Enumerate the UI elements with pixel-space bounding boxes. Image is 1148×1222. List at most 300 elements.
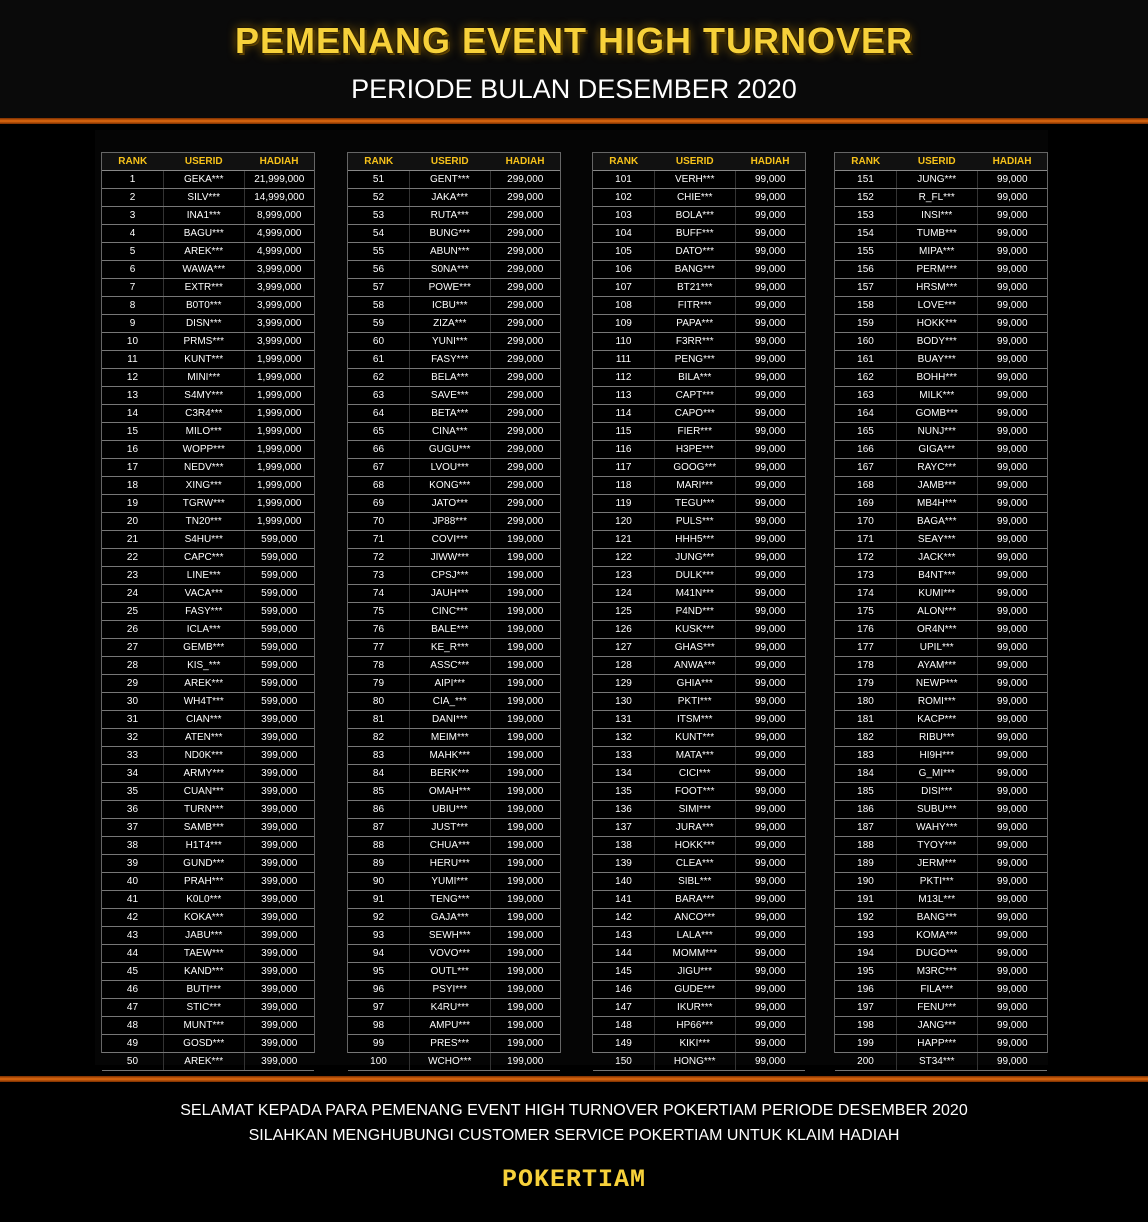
prize-cell: 99,000 [977, 765, 1047, 783]
prize-cell: 99,000 [735, 333, 805, 351]
rank-cell: 57 [348, 279, 409, 297]
prize-cell: 99,000 [735, 405, 805, 423]
prize-cell: 99,000 [977, 279, 1047, 297]
userid-cell: EXTR*** [163, 279, 244, 297]
prize-cell: 1,999,000 [244, 495, 314, 513]
prize-cell: 99,000 [735, 513, 805, 531]
table-row [348, 549, 560, 567]
rank-cell: 108 [593, 297, 654, 315]
prize-cell: 99,000 [735, 963, 805, 981]
rank-cell: 27 [102, 639, 163, 657]
rank-cell: 16 [102, 441, 163, 459]
prize-cell: 99,000 [977, 405, 1047, 423]
table-row [348, 801, 560, 819]
table-row [348, 261, 560, 279]
prize-cell: 299,000 [490, 405, 560, 423]
table-row [593, 981, 805, 999]
userid-cell: TYOY*** [896, 837, 977, 855]
userid-cell: CINC*** [409, 603, 490, 621]
userid-cell: KUMI*** [896, 585, 977, 603]
table-row [348, 423, 560, 441]
table-row [102, 279, 314, 297]
userid-cell: HI9H*** [896, 747, 977, 765]
table-row [348, 315, 560, 333]
prize-cell: 99,000 [735, 927, 805, 945]
prize-cell: 399,000 [244, 783, 314, 801]
prize-cell: 99,000 [735, 351, 805, 369]
rank-cell: 88 [348, 837, 409, 855]
prize-cell: 599,000 [244, 603, 314, 621]
rank-cell: 133 [593, 747, 654, 765]
userid-cell: FOOT*** [654, 783, 735, 801]
prize-cell: 199,000 [490, 621, 560, 639]
table-row [348, 621, 560, 639]
userid-cell: HOKK*** [896, 315, 977, 333]
prize-cell: 99,000 [735, 783, 805, 801]
prize-cell: 199,000 [490, 639, 560, 657]
prize-cell: 199,000 [490, 549, 560, 567]
prize-cell: 99,000 [735, 441, 805, 459]
userid-cell: ANCO*** [654, 909, 735, 927]
prize-cell: 299,000 [490, 279, 560, 297]
prize-cell: 99,000 [735, 693, 805, 711]
userid-cell: WOPP*** [163, 441, 244, 459]
rank-cell: 128 [593, 657, 654, 675]
prize-cell: 99,000 [735, 657, 805, 675]
prize-cell: 599,000 [244, 675, 314, 693]
rank-cell: 175 [835, 603, 896, 621]
userid-cell: LALA*** [654, 927, 735, 945]
rank-cell: 8 [102, 297, 163, 315]
userid-cell: GOSD*** [163, 1035, 244, 1053]
rank-cell: 155 [835, 243, 896, 261]
prize-cell: 99,000 [977, 837, 1047, 855]
winners-table [835, 153, 1047, 1071]
table-row [835, 783, 1047, 801]
table-row [348, 783, 560, 801]
prize-cell: 1,999,000 [244, 405, 314, 423]
rank-cell: 136 [593, 801, 654, 819]
table-row [102, 801, 314, 819]
prize-cell: 299,000 [490, 459, 560, 477]
rank-cell: 87 [348, 819, 409, 837]
userid-cell: CIAN*** [163, 711, 244, 729]
prize-cell: 99,000 [735, 639, 805, 657]
userid-cell: MIPA*** [896, 243, 977, 261]
table-row [835, 927, 1047, 945]
table-row [835, 909, 1047, 927]
rank-cell: 139 [593, 855, 654, 873]
prize-cell: 199,000 [490, 783, 560, 801]
userid-cell: OMAH*** [409, 783, 490, 801]
table-row [835, 441, 1047, 459]
prize-cell: 299,000 [490, 225, 560, 243]
table-row [835, 873, 1047, 891]
userid-cell: MOMM*** [654, 945, 735, 963]
rank-cell: 161 [835, 351, 896, 369]
table-row [835, 693, 1047, 711]
table-row [348, 1035, 560, 1053]
rank-cell: 82 [348, 729, 409, 747]
rank-cell: 42 [102, 909, 163, 927]
userid-cell: M41N*** [654, 585, 735, 603]
table-row [593, 225, 805, 243]
prize-cell: 99,000 [977, 369, 1047, 387]
prize-cell: 399,000 [244, 981, 314, 999]
rank-cell: 111 [593, 351, 654, 369]
userid-cell: TENG*** [409, 891, 490, 909]
userid-cell: WAWA*** [163, 261, 244, 279]
userid-cell: PERM*** [896, 261, 977, 279]
prize-cell: 199,000 [490, 531, 560, 549]
prize-cell: 199,000 [490, 567, 560, 585]
rank-cell: 194 [835, 945, 896, 963]
rank-cell: 6 [102, 261, 163, 279]
userid-cell: BT21*** [654, 279, 735, 297]
prize-cell: 99,000 [977, 441, 1047, 459]
userid-cell: TGRW*** [163, 495, 244, 513]
rank-cell: 148 [593, 1017, 654, 1035]
prize-cell: 599,000 [244, 585, 314, 603]
userid-cell: PULS*** [654, 513, 735, 531]
table-row [835, 351, 1047, 369]
userid-cell: INA1*** [163, 207, 244, 225]
userid-cell: VERH*** [654, 171, 735, 189]
prize-cell: 99,000 [735, 945, 805, 963]
rank-cell: 179 [835, 675, 896, 693]
prize-cell: 99,000 [977, 639, 1047, 657]
table-row [835, 387, 1047, 405]
rank-cell: 159 [835, 315, 896, 333]
userid-cell: ANWA*** [654, 657, 735, 675]
prize-cell: 4,999,000 [244, 243, 314, 261]
rank-cell: 103 [593, 207, 654, 225]
rank-cell: 33 [102, 747, 163, 765]
rank-cell: 182 [835, 729, 896, 747]
table-row [102, 603, 314, 621]
userid-cell: KONG*** [409, 477, 490, 495]
rank-cell: 35 [102, 783, 163, 801]
userid-cell: TAEW*** [163, 945, 244, 963]
userid-cell: TN20*** [163, 513, 244, 531]
userid-cell: PENG*** [654, 351, 735, 369]
table-row [102, 945, 314, 963]
rank-cell: 40 [102, 873, 163, 891]
rank-cell: 104 [593, 225, 654, 243]
prize-cell: 99,000 [977, 873, 1047, 891]
rank-cell: 183 [835, 747, 896, 765]
prize-cell: 99,000 [977, 423, 1047, 441]
userid-cell: UBIU*** [409, 801, 490, 819]
rank-cell: 53 [348, 207, 409, 225]
rank-cell: 114 [593, 405, 654, 423]
rank-cell: 124 [593, 585, 654, 603]
prize-cell: 199,000 [490, 999, 560, 1017]
table-row [593, 405, 805, 423]
table-row [835, 567, 1047, 585]
userid-cell: MARI*** [654, 477, 735, 495]
table-row [348, 873, 560, 891]
table-row [835, 675, 1047, 693]
prize-cell: 99,000 [977, 567, 1047, 585]
table-row [835, 315, 1047, 333]
prize-cell: 99,000 [977, 891, 1047, 909]
table-row [593, 675, 805, 693]
table-header-row [593, 153, 805, 171]
table-row [102, 225, 314, 243]
userid-cell: PKTI*** [654, 693, 735, 711]
userid-cell: JUNG*** [896, 171, 977, 189]
rank-cell: 166 [835, 441, 896, 459]
table-row [102, 639, 314, 657]
table-row [593, 693, 805, 711]
rank-cell: 7 [102, 279, 163, 297]
prize-cell: 99,000 [977, 531, 1047, 549]
rank-cell: 188 [835, 837, 896, 855]
table-row [835, 891, 1047, 909]
prize-cell: 99,000 [735, 729, 805, 747]
rank-cell: 91 [348, 891, 409, 909]
rank-cell: 48 [102, 1017, 163, 1035]
userid-cell: BILA*** [654, 369, 735, 387]
userid-cell: INSI*** [896, 207, 977, 225]
userid-cell: FIER*** [654, 423, 735, 441]
prize-cell: 299,000 [490, 261, 560, 279]
table-row [102, 531, 314, 549]
rank-cell: 99 [348, 1035, 409, 1053]
userid-cell: GEMB*** [163, 639, 244, 657]
userid-cell: ALON*** [896, 603, 977, 621]
userid-cell: C3R4*** [163, 405, 244, 423]
prize-cell: 99,000 [735, 855, 805, 873]
rank-cell: 17 [102, 459, 163, 477]
rank-cell: 141 [593, 891, 654, 909]
table-row [593, 171, 805, 189]
userid-cell: TEGU*** [654, 495, 735, 513]
prize-cell: 299,000 [490, 495, 560, 513]
prize-cell: 99,000 [735, 207, 805, 225]
userid-cell: BELA*** [409, 369, 490, 387]
userid-cell: CUAN*** [163, 783, 244, 801]
rank-cell: 110 [593, 333, 654, 351]
prize-cell: 299,000 [490, 513, 560, 531]
rank-cell: 71 [348, 531, 409, 549]
column-header: USERID [409, 153, 490, 171]
userid-cell: SAMB*** [163, 819, 244, 837]
table-row [835, 603, 1047, 621]
prize-cell: 99,000 [735, 549, 805, 567]
table-row [593, 585, 805, 603]
userid-cell: GENT*** [409, 171, 490, 189]
userid-cell: G_MI*** [896, 765, 977, 783]
rank-cell: 12 [102, 369, 163, 387]
table-row [593, 963, 805, 981]
rank-cell: 146 [593, 981, 654, 999]
prize-cell: 3,999,000 [244, 315, 314, 333]
userid-cell: BUNG*** [409, 225, 490, 243]
prize-cell: 399,000 [244, 801, 314, 819]
prize-cell: 299,000 [490, 351, 560, 369]
rank-cell: 137 [593, 819, 654, 837]
userid-cell: AIPI*** [409, 675, 490, 693]
rank-cell: 20 [102, 513, 163, 531]
table-row [835, 711, 1047, 729]
table-row [348, 639, 560, 657]
userid-cell: WCHO*** [409, 1053, 490, 1071]
userid-cell: M13L*** [896, 891, 977, 909]
table-row [348, 387, 560, 405]
prize-cell: 599,000 [244, 693, 314, 711]
userid-cell: MINI*** [163, 369, 244, 387]
table-row [102, 171, 314, 189]
prize-cell: 199,000 [490, 729, 560, 747]
userid-cell: RUTA*** [409, 207, 490, 225]
rank-cell: 11 [102, 351, 163, 369]
userid-cell: KIKI*** [654, 1035, 735, 1053]
table-row [593, 297, 805, 315]
column-header: RANK [348, 153, 409, 171]
winners-table-column-2 [347, 152, 561, 1067]
table-row [348, 243, 560, 261]
rank-cell: 64 [348, 405, 409, 423]
top-divider [0, 118, 1148, 124]
table-row [348, 441, 560, 459]
userid-cell: DISN*** [163, 315, 244, 333]
prize-cell: 199,000 [490, 927, 560, 945]
userid-cell: BARA*** [654, 891, 735, 909]
prize-cell: 99,000 [735, 603, 805, 621]
table-row [593, 657, 805, 675]
table-row [348, 297, 560, 315]
prize-cell: 399,000 [244, 837, 314, 855]
prize-cell: 99,000 [735, 999, 805, 1017]
table-row [593, 423, 805, 441]
prize-cell: 99,000 [735, 531, 805, 549]
userid-cell: ARMY*** [163, 765, 244, 783]
prize-cell: 1,999,000 [244, 423, 314, 441]
table-row [835, 279, 1047, 297]
userid-cell: DISI*** [896, 783, 977, 801]
prize-cell: 299,000 [490, 387, 560, 405]
prize-cell: 199,000 [490, 963, 560, 981]
userid-cell: GOOG*** [654, 459, 735, 477]
table-row [102, 675, 314, 693]
userid-cell: ZIZA*** [409, 315, 490, 333]
userid-cell: NEDV*** [163, 459, 244, 477]
rank-cell: 193 [835, 927, 896, 945]
userid-cell: FITR*** [654, 297, 735, 315]
rank-cell: 130 [593, 693, 654, 711]
prize-cell: 1,999,000 [244, 369, 314, 387]
rank-cell: 19 [102, 495, 163, 513]
rank-cell: 190 [835, 873, 896, 891]
userid-cell: KUNT*** [163, 351, 244, 369]
table-row [593, 1035, 805, 1053]
rank-cell: 18 [102, 477, 163, 495]
prize-cell: 99,000 [735, 1053, 805, 1071]
rank-cell: 95 [348, 963, 409, 981]
userid-cell: CHUA*** [409, 837, 490, 855]
rank-cell: 89 [348, 855, 409, 873]
userid-cell: SILV*** [163, 189, 244, 207]
userid-cell: LVOU*** [409, 459, 490, 477]
table-row [593, 819, 805, 837]
rank-cell: 129 [593, 675, 654, 693]
userid-cell: CLEA*** [654, 855, 735, 873]
userid-cell: ROMI*** [896, 693, 977, 711]
rank-cell: 58 [348, 297, 409, 315]
rank-cell: 142 [593, 909, 654, 927]
userid-cell: LOVE*** [896, 297, 977, 315]
table-row [835, 1053, 1047, 1071]
prize-cell: 1,999,000 [244, 459, 314, 477]
table-row [348, 747, 560, 765]
table-row [348, 927, 560, 945]
table-row [593, 639, 805, 657]
table-row [102, 513, 314, 531]
table-row [348, 729, 560, 747]
rank-cell: 4 [102, 225, 163, 243]
table-row [102, 729, 314, 747]
rank-cell: 72 [348, 549, 409, 567]
prize-cell: 99,000 [735, 261, 805, 279]
rank-cell: 97 [348, 999, 409, 1017]
userid-cell: ST34*** [896, 1053, 977, 1071]
table-row [835, 1035, 1047, 1053]
prize-cell: 99,000 [735, 1035, 805, 1053]
rank-cell: 59 [348, 315, 409, 333]
table-row [348, 999, 560, 1017]
prize-cell: 399,000 [244, 729, 314, 747]
rank-cell: 47 [102, 999, 163, 1017]
table-row [835, 459, 1047, 477]
rank-cell: 68 [348, 477, 409, 495]
table-row [102, 765, 314, 783]
table-row [835, 819, 1047, 837]
rank-cell: 187 [835, 819, 896, 837]
prize-cell: 99,000 [977, 171, 1047, 189]
userid-cell: PRAH*** [163, 873, 244, 891]
prize-cell: 299,000 [490, 207, 560, 225]
userid-cell: GUGU*** [409, 441, 490, 459]
prize-cell: 99,000 [735, 891, 805, 909]
rank-cell: 192 [835, 909, 896, 927]
rank-cell: 84 [348, 765, 409, 783]
prize-cell: 299,000 [490, 423, 560, 441]
table-row [835, 495, 1047, 513]
rank-cell: 45 [102, 963, 163, 981]
userid-cell: HHH5*** [654, 531, 735, 549]
table-row [593, 711, 805, 729]
rank-cell: 167 [835, 459, 896, 477]
prize-cell: 199,000 [490, 1035, 560, 1053]
table-row [348, 891, 560, 909]
table-row [593, 873, 805, 891]
prize-cell: 1,999,000 [244, 477, 314, 495]
userid-cell: JABU*** [163, 927, 244, 945]
prize-cell: 99,000 [735, 873, 805, 891]
prize-cell: 99,000 [735, 567, 805, 585]
userid-cell: GOMB*** [896, 405, 977, 423]
table-row [348, 657, 560, 675]
rank-cell: 143 [593, 927, 654, 945]
prize-cell: 99,000 [735, 369, 805, 387]
table-row [593, 783, 805, 801]
table-row [835, 477, 1047, 495]
table-row [593, 333, 805, 351]
page-subtitle: PERIODE BULAN DESEMBER 2020 [351, 74, 797, 104]
userid-cell: CAPO*** [654, 405, 735, 423]
